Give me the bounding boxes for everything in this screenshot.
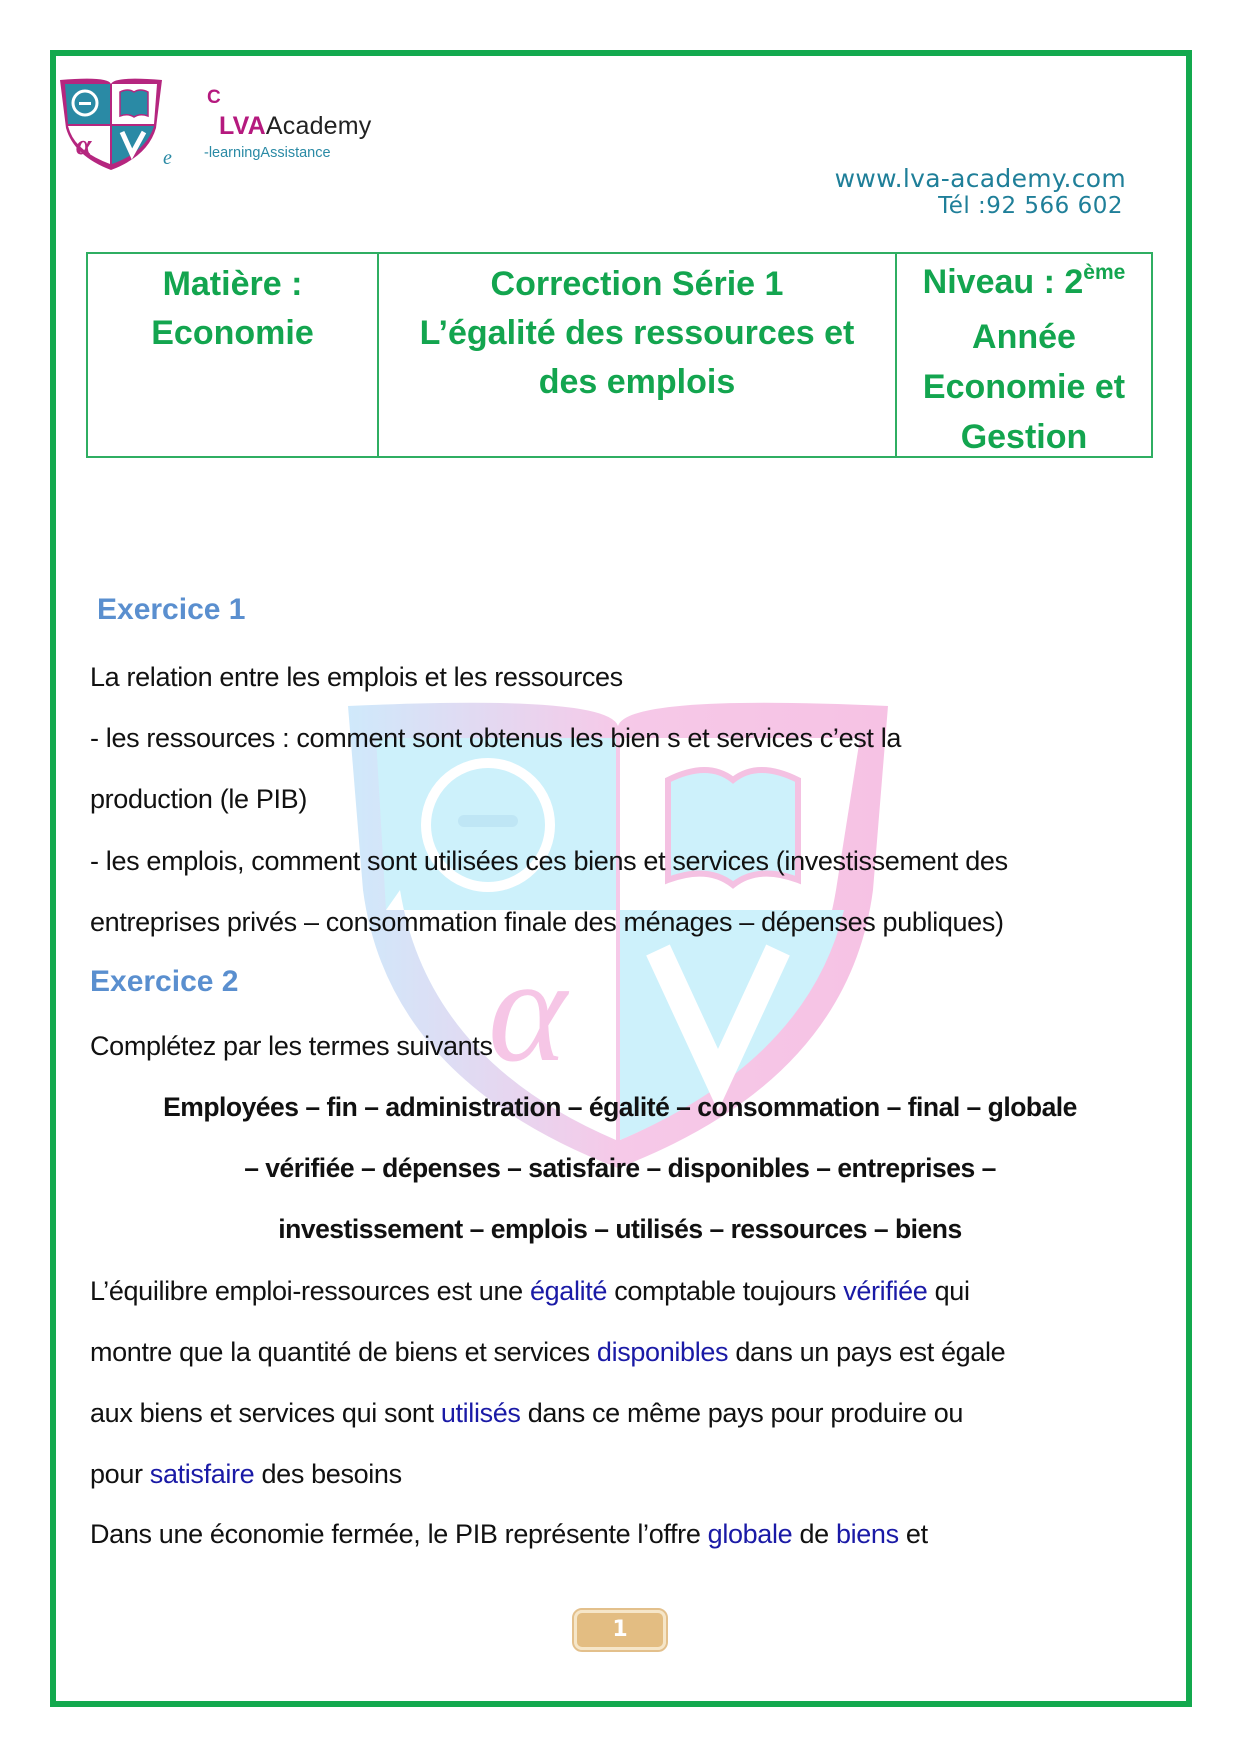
svg-text:α: α [488,927,567,1093]
filled-term: biens [835,1519,899,1549]
brand-academy: Academy [265,112,372,140]
level-track-2: Gestion [960,418,1088,456]
filled-term: utilisés [440,1398,521,1428]
filled-term: disponibles [596,1337,729,1367]
exercice-1-line: La relation entre les emplois et les ressources [90,662,623,692]
answer-text: dans un pays est égale [728,1337,1006,1367]
brand-lva: LVA [219,112,266,140]
exercice-1-line: entreprises privés – consommation finale des ménages – dépenses publiques) [90,907,1004,937]
word-bank-line: investissement – emplois – utilisés – ressources – biens [278,1214,962,1244]
answer-paragraph-line [90,1397,963,1429]
word-bank-line: Employées – fin – administration – égalité – consommation – final – globale [163,1092,1077,1122]
brand-subtitle: -learningAssistance [204,145,331,161]
title-cell [379,254,897,456]
level-cell [897,254,1151,456]
filled-term: satisfaire [149,1459,255,1489]
filled-term: vérifiée [843,1276,928,1306]
page-number-badge: 1 [574,1610,666,1650]
lva-academy-logo-icon [58,76,164,170]
word-bank-line: – vérifiée – dépenses – satisfaire – disponibles – entreprises – [244,1153,996,1183]
phone-number: Tél :92 566 602 [938,193,1123,219]
exercice-1-line: - les emplois, comment sont utilisées ces biens et services (investissement des [90,846,1008,876]
topic-line-1: L’égalité des ressources et [419,314,855,352]
topic-line-2: des emplois [538,363,736,401]
answer-text: Dans une économie fermée, le PIB représente l’offre [90,1519,708,1549]
subject-label: Matière : [162,265,303,303]
answer-text: L’équilibre emploi-ressources est une [90,1276,530,1306]
answer-text: et [898,1519,928,1549]
answer-paragraph-line [90,1458,402,1490]
exercice-2-heading: Exercice 2 [90,965,239,998]
exercice-1-line: - les ressources : comment sont obtenus les bien s et services c’est la [90,723,902,753]
answer-paragraph-line [90,1336,1005,1368]
level-label [897,257,1151,312]
brand-name [219,114,372,139]
answer-text: pour [90,1459,150,1489]
answer-text: dans ce même pays pour produire ou [520,1398,964,1428]
level-superscript: ème [1083,261,1126,284]
exercice-2-instruction: Complétez par les termes suivants [90,1031,493,1061]
answer-paragraph-line [90,1518,928,1550]
filled-term: globale [707,1519,793,1549]
exercice-1-heading: Exercice 1 [97,593,246,626]
filled-term: égalité [529,1276,608,1306]
title-table [86,252,1153,458]
level-year: Année [972,318,1076,356]
answer-text: qui [927,1276,970,1306]
level-track-1: Economie et [922,368,1126,406]
brand-c-letter: C [207,87,221,108]
subject-cell [88,254,379,456]
svg-text:α: α [76,130,92,161]
answer-text: montre que la quantité de biens et services [90,1337,597,1367]
brand-e-letter: e [163,147,172,169]
website-link[interactable]: www.lva-academy.com [834,164,1126,193]
subject-value: Economie [151,314,314,352]
exercice-1-line: production (le PIB) [90,784,307,814]
level-main: Niveau : 2 [922,263,1084,301]
answer-text: des besoins [254,1459,402,1489]
answer-text: comptable toujours [607,1276,844,1306]
series-title: Correction Série 1 [490,265,784,303]
answer-text: de [792,1519,836,1549]
answer-text: aux biens et services qui sont [90,1398,441,1428]
answer-paragraph-line [90,1275,970,1307]
